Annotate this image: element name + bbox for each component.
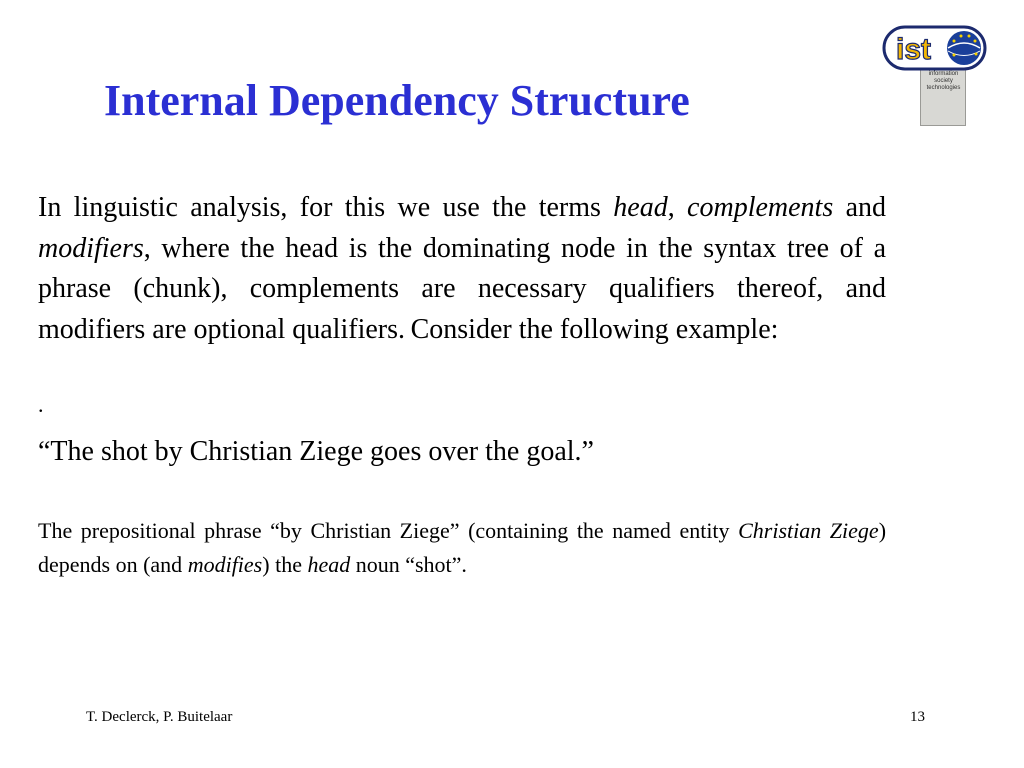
term-modifies: modifies xyxy=(187,552,263,577)
star-icon xyxy=(960,35,963,38)
body-paragraph xyxy=(38,188,886,350)
ist-logo xyxy=(882,24,988,104)
text-run: , xyxy=(667,192,688,223)
star-icon xyxy=(953,40,956,43)
text-run: ) the xyxy=(262,552,308,577)
example-sentence: “The shot by Christian Ziege goes over the goal.” xyxy=(38,436,594,467)
logo-word: ist xyxy=(896,33,932,66)
text-run: In linguistic analysis, for this we use the terms xyxy=(38,192,614,223)
term-complements: complements xyxy=(687,192,834,223)
star-icon xyxy=(968,35,971,38)
star-icon xyxy=(974,40,977,43)
page-number: 13 xyxy=(910,709,925,725)
term-modifiers: modifiers xyxy=(38,232,144,264)
text-run: and xyxy=(833,192,886,223)
stray-dot: . xyxy=(38,392,44,417)
star-icon xyxy=(975,53,978,56)
term-head: head xyxy=(307,552,351,577)
text-run: , where the head is the dominating node in the syntax tree of a phrase (chunk), complements are necessary qualifiers thereof, and modifiers are optional qualifiers. Consider the following example: xyxy=(38,232,886,345)
logo-card-text xyxy=(922,71,965,92)
star-icon xyxy=(953,54,956,57)
ist-logo-mark xyxy=(882,24,988,72)
logo-card-line: society xyxy=(934,78,953,84)
logo-card-line: information xyxy=(928,71,959,77)
named-entity: Christian Ziege xyxy=(738,518,879,543)
term-head: head xyxy=(613,192,668,223)
text-run: noun “shot”. xyxy=(350,552,467,577)
text-run: The prepositional phrase “by Christian Ziege” (containing the named entity xyxy=(38,518,739,543)
text-run: ) depends on (and xyxy=(38,518,887,577)
globe-icon xyxy=(947,31,981,65)
logo-card-line: technologies xyxy=(926,85,961,91)
footer-authors: T. Declerck, P. Buitelaar xyxy=(86,709,233,725)
explanation-paragraph xyxy=(38,514,886,582)
slide-title: Internal Dependency Structure xyxy=(104,76,690,125)
